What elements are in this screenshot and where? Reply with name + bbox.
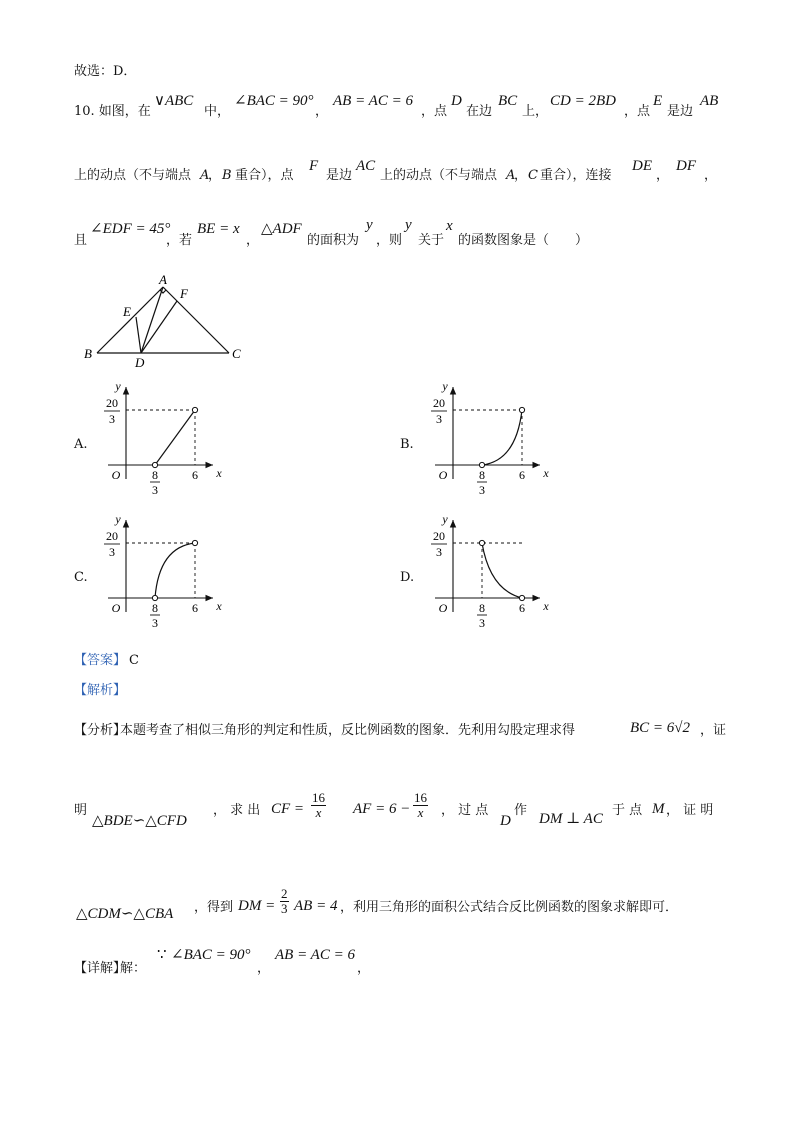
analysis-text: 作	[514, 803, 528, 818]
figure-label-a: A	[159, 272, 167, 287]
dm-perp-ac: DM ⊥ AC	[539, 811, 603, 827]
question-text: ，	[208, 168, 222, 183]
origin-label: O	[111, 601, 121, 615]
x-axis-label: x	[216, 466, 222, 480]
point-d: D	[451, 93, 462, 109]
option-c-label[interactable]: C.	[74, 570, 88, 585]
y-axis-label: y	[115, 512, 121, 526]
figure-label-f: F	[180, 286, 188, 301]
tick-label-20: 20	[106, 529, 118, 543]
af-equation: AF = 6 −	[353, 801, 411, 817]
question-text: 在边	[466, 104, 493, 119]
function-curve	[482, 543, 522, 598]
question-text: ，点	[421, 104, 448, 119]
point-e: E	[653, 93, 663, 109]
point-m: M	[652, 801, 665, 817]
tick-label-3: 3	[436, 545, 442, 559]
open-endpoint	[192, 540, 197, 545]
question-text: ，	[656, 168, 670, 183]
segment-de: DE	[632, 158, 652, 174]
fraction-16-over-x: 16 x	[414, 790, 427, 820]
tick-label-3: 3	[152, 616, 158, 630]
var-y: y	[366, 217, 373, 233]
open-endpoint	[152, 595, 157, 600]
similar-triangles-2: △CDM∽△CBA	[76, 906, 174, 922]
var-x: x	[446, 218, 453, 234]
angle-edf: ∠EDF = 45°	[90, 221, 171, 237]
question-text: ，	[514, 168, 528, 183]
function-curve	[155, 410, 195, 465]
tick-label-20: 20	[433, 396, 445, 410]
question-text: ，点	[624, 104, 651, 119]
cd-equals-2bd: CD = 2BD	[550, 93, 616, 109]
dm-equation: DM =	[238, 898, 276, 914]
similar-triangles-1: △BDE∽△CFD	[92, 813, 187, 829]
analysis-label: 【分析】	[74, 723, 127, 738]
ab-equals-4: AB = 4	[294, 898, 338, 914]
x-axis-label: x	[216, 599, 222, 613]
angle-bac: ∠BAC = 90°	[234, 93, 314, 109]
open-endpoint	[519, 595, 524, 600]
x-axis-label: x	[543, 466, 549, 480]
question-text: ，	[246, 233, 260, 248]
figure-label-b: B	[84, 346, 92, 361]
question-text: 上的动点（不与端点	[74, 168, 192, 183]
function-curve	[155, 543, 195, 598]
open-endpoint	[519, 407, 524, 412]
tick-label-6: 6	[192, 468, 198, 482]
figure-label-e: E	[123, 304, 131, 319]
tick-label-3: 3	[109, 545, 115, 559]
analysis-text: ， 过 点	[441, 803, 489, 818]
question-text: 是边	[667, 104, 694, 119]
open-endpoint	[479, 462, 484, 467]
var-y: y	[405, 217, 412, 233]
fraction-2-over-3: 2 3	[281, 886, 288, 916]
question-text: 的函数图象是（ ）	[458, 233, 589, 248]
y-axis-label: y	[442, 379, 448, 393]
be-equals-x: BE = x	[197, 221, 240, 237]
point-d: D	[500, 813, 511, 829]
analysis-text: 本题考查了相似三角形的判定和性质，反比例函数的图象．先利用勾股定理求得	[120, 723, 576, 738]
tick-label-3: 3	[109, 412, 115, 426]
option-d-label[interactable]: D.	[400, 570, 415, 585]
analysis-text: 明	[74, 803, 88, 818]
tick-label-20: 20	[433, 529, 445, 543]
detail-text: 解：	[120, 961, 147, 976]
question-text: 重合），连接	[540, 168, 612, 183]
question-text: ，	[315, 104, 329, 119]
side-ab: AB	[700, 93, 719, 109]
origin-label: O	[438, 468, 448, 482]
tick-label-8: 8	[479, 601, 485, 615]
point-f: F	[309, 158, 319, 174]
angle-bac: ∠BAC = 90°	[171, 947, 251, 963]
analysis-text: ， 证 明	[666, 803, 714, 818]
origin-label: O	[438, 601, 448, 615]
analysis-text: ，利用三角形的面积公式结合反比例函数的图象求解即可．	[340, 900, 679, 915]
side-bc: BC	[498, 93, 518, 109]
ab-equals-ac: AB = AC = 6	[275, 947, 355, 963]
y-axis-label: y	[115, 379, 121, 393]
fraction-16-over-x: 16 x	[312, 790, 325, 820]
answer-value: C	[129, 653, 139, 668]
tick-label-8: 8	[479, 468, 485, 482]
open-endpoint	[152, 462, 157, 467]
question-text: 重合），点	[235, 168, 294, 183]
question-text: 关于	[418, 233, 445, 248]
tick-label-3: 3	[152, 483, 158, 497]
question-text: 上，	[522, 104, 549, 119]
detail-label: 【详解】	[74, 961, 127, 976]
tick-label-3: 3	[436, 412, 442, 426]
figure-label-d: D	[135, 355, 145, 370]
x-axis-label: x	[543, 599, 549, 613]
detail-text: ，	[257, 961, 271, 976]
y-axis-label: y	[442, 512, 448, 526]
answer-label: 【答案】	[74, 653, 127, 668]
bc-equation: BC = 6√2	[630, 720, 691, 736]
analysis-text: ， 求 出	[213, 803, 261, 818]
analysis-text: ，证	[700, 723, 727, 738]
tick-label-20: 20	[106, 396, 118, 410]
point-a-label: A	[200, 168, 210, 183]
point-c-label: C	[528, 168, 538, 183]
detail-text: ，	[357, 961, 371, 976]
tick-label-6: 6	[519, 601, 525, 615]
question-text: 且	[74, 233, 88, 248]
question-text: ，则	[376, 233, 403, 248]
tick-label-6: 6	[519, 468, 525, 482]
because-symbol: ∵	[157, 947, 167, 963]
function-curve	[482, 410, 522, 465]
origin-label: O	[111, 468, 121, 482]
tick-label-3: 3	[479, 483, 485, 497]
triangle-abc: ∨ABC	[154, 93, 194, 109]
tick-label-8: 8	[152, 468, 158, 482]
question-text: 上的动点（不与端点	[380, 168, 498, 183]
analysis-text: ，得到	[194, 900, 234, 915]
question-text: 是边	[326, 168, 353, 183]
triangle-adf: △ADF	[261, 221, 302, 237]
segment-df: DF	[676, 158, 696, 174]
point-b-label: B	[222, 168, 232, 183]
previous-answer: 故选：D．	[74, 64, 137, 79]
point-a-label: A	[506, 168, 516, 183]
analysis-text: 于 点	[612, 803, 643, 818]
figure-label-c: C	[232, 346, 241, 361]
question-text: 中，	[204, 104, 231, 119]
tick-label-6: 6	[192, 601, 198, 615]
open-endpoint	[479, 540, 484, 545]
side-ac: AC	[356, 158, 376, 174]
cf-equation: CF =	[271, 801, 305, 817]
option-b-label[interactable]: B.	[400, 437, 414, 452]
option-a-label[interactable]: A.	[74, 437, 88, 452]
open-endpoint	[192, 407, 197, 412]
ab-equals-ac: AB = AC = 6	[333, 93, 413, 109]
jiexi-label: 【解析】	[74, 683, 127, 698]
question-text: ，若	[166, 233, 193, 248]
question-text: ，	[704, 168, 718, 183]
tick-label-3: 3	[479, 616, 485, 630]
question-number: 10. 如图，在	[74, 104, 151, 119]
tick-label-8: 8	[152, 601, 158, 615]
question-text: 的面积为	[307, 233, 360, 248]
